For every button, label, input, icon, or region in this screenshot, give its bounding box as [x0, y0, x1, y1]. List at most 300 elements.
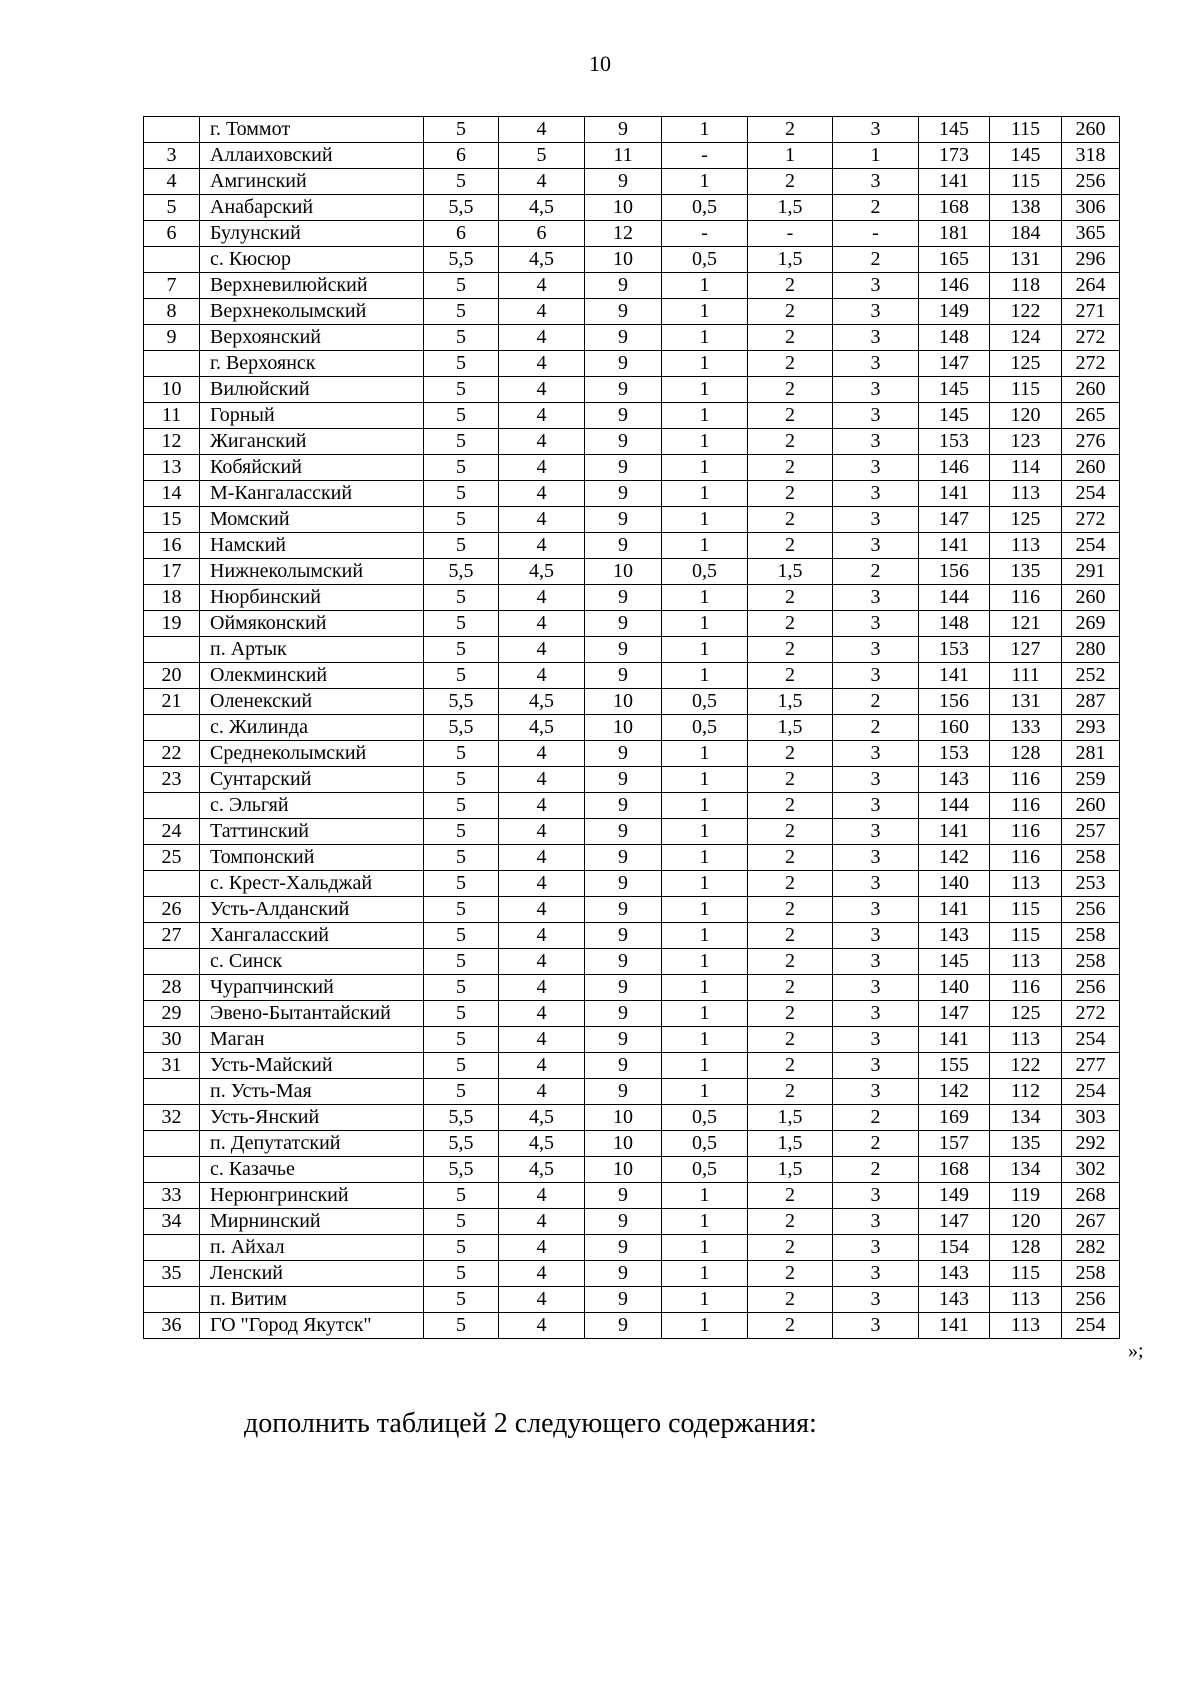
value-cell: 4: [499, 1287, 585, 1313]
value-cell: 141: [919, 663, 990, 689]
value-cell: 2: [748, 1079, 833, 1105]
row-number-cell: 33: [144, 1183, 200, 1209]
value-cell: 147: [919, 1209, 990, 1235]
district-name-cell: Томпонский: [200, 845, 424, 871]
total-cell: 296: [1062, 247, 1120, 273]
table-row: [144, 221, 1120, 247]
value-cell: 144: [919, 585, 990, 611]
value-cell: -: [662, 143, 748, 169]
value-cell: 9: [585, 845, 662, 871]
value-cell: 5: [424, 585, 499, 611]
value-cell: 1,5: [748, 1157, 833, 1183]
value-cell: 2: [748, 377, 833, 403]
value-cell: 4,5: [499, 1157, 585, 1183]
value-cell: 1: [662, 351, 748, 377]
value-cell: 5: [424, 507, 499, 533]
row-number-cell: [144, 1131, 200, 1157]
row-number-cell: 4: [144, 169, 200, 195]
value-cell: 141: [919, 819, 990, 845]
value-cell: 1,5: [748, 247, 833, 273]
value-cell: 4: [499, 611, 585, 637]
value-cell: 4: [499, 767, 585, 793]
page-number: 10: [589, 51, 611, 76]
table-row: [144, 1235, 1120, 1261]
value-cell: 3: [833, 1261, 919, 1287]
row-number-cell: 24: [144, 819, 200, 845]
value-cell: 0,5: [662, 1157, 748, 1183]
value-cell: 4,5: [499, 1105, 585, 1131]
row-number-cell: 17: [144, 559, 200, 585]
value-cell: 3: [833, 299, 919, 325]
value-cell: 4: [499, 897, 585, 923]
total-cell: 281: [1062, 741, 1120, 767]
value-cell: 2: [748, 533, 833, 559]
total-cell: 365: [1062, 221, 1120, 247]
value-cell: 1,5: [748, 715, 833, 741]
value-cell: 5: [424, 273, 499, 299]
total-cell: 256: [1062, 897, 1120, 923]
value-cell: 9: [585, 117, 662, 143]
value-cell: 128: [990, 741, 1062, 767]
value-cell: 5: [424, 637, 499, 663]
district-name-cell: с. Синск: [200, 949, 424, 975]
value-cell: 1: [662, 871, 748, 897]
value-cell: 2: [748, 741, 833, 767]
value-cell: 1: [662, 273, 748, 299]
value-cell: 2: [748, 611, 833, 637]
value-cell: 2: [748, 585, 833, 611]
value-cell: 5: [424, 299, 499, 325]
value-cell: 5: [424, 1001, 499, 1027]
district-name-cell: ГО "Город Якутск": [200, 1313, 424, 1339]
total-cell: 267: [1062, 1209, 1120, 1235]
value-cell: 2: [748, 299, 833, 325]
value-cell: 4,5: [499, 689, 585, 715]
value-cell: 2: [748, 351, 833, 377]
value-cell: 5: [424, 481, 499, 507]
value-cell: 131: [990, 689, 1062, 715]
value-cell: 5,5: [424, 1105, 499, 1131]
value-cell: 5: [424, 1209, 499, 1235]
table-row: [144, 1053, 1120, 1079]
value-cell: 4: [499, 1001, 585, 1027]
total-cell: 258: [1062, 845, 1120, 871]
value-cell: 1: [662, 1183, 748, 1209]
value-cell: 168: [919, 1157, 990, 1183]
total-cell: 318: [1062, 143, 1120, 169]
total-cell: 264: [1062, 273, 1120, 299]
value-cell: 9: [585, 611, 662, 637]
value-cell: 147: [919, 351, 990, 377]
row-number-cell: 26: [144, 897, 200, 923]
value-cell: 116: [990, 819, 1062, 845]
value-cell: 3: [833, 403, 919, 429]
district-name-cell: Аллаиховский: [200, 143, 424, 169]
district-name-cell: Кобяйский: [200, 455, 424, 481]
row-number-cell: 7: [144, 273, 200, 299]
value-cell: 3: [833, 897, 919, 923]
total-cell: 256: [1062, 169, 1120, 195]
value-cell: 125: [990, 351, 1062, 377]
district-name-cell: М-Кангаласский: [200, 481, 424, 507]
row-number-cell: 25: [144, 845, 200, 871]
value-cell: 2: [748, 117, 833, 143]
value-cell: 2: [833, 1157, 919, 1183]
total-cell: 306: [1062, 195, 1120, 221]
value-cell: 3: [833, 741, 919, 767]
value-cell: 168: [919, 195, 990, 221]
district-name-cell: с. Казачье: [200, 1157, 424, 1183]
table-row: [144, 481, 1120, 507]
value-cell: 1: [662, 897, 748, 923]
value-cell: 113: [990, 533, 1062, 559]
district-name-cell: п. Айхал: [200, 1235, 424, 1261]
value-cell: 5: [424, 793, 499, 819]
value-cell: 1: [662, 793, 748, 819]
value-cell: 5: [424, 1183, 499, 1209]
table-row: [144, 819, 1120, 845]
total-cell: 260: [1062, 585, 1120, 611]
value-cell: 3: [833, 1053, 919, 1079]
row-number-cell: 29: [144, 1001, 200, 1027]
value-cell: 1: [662, 585, 748, 611]
value-cell: 4: [499, 1261, 585, 1287]
value-cell: 2: [833, 1131, 919, 1157]
table-row: [144, 1157, 1120, 1183]
value-cell: 4: [499, 845, 585, 871]
value-cell: 1,5: [748, 1105, 833, 1131]
value-cell: 9: [585, 325, 662, 351]
value-cell: 4: [499, 533, 585, 559]
value-cell: 5: [424, 767, 499, 793]
value-cell: 4: [499, 975, 585, 1001]
value-cell: 5: [424, 1079, 499, 1105]
table-row: [144, 169, 1120, 195]
value-cell: 2: [833, 247, 919, 273]
value-cell: 3: [833, 169, 919, 195]
total-cell: 254: [1062, 1313, 1120, 1339]
table-row: [144, 1027, 1120, 1053]
value-cell: 145: [919, 949, 990, 975]
value-cell: 10: [585, 1157, 662, 1183]
total-cell: 280: [1062, 637, 1120, 663]
row-number-cell: 20: [144, 663, 200, 689]
value-cell: 5,5: [424, 689, 499, 715]
district-name-cell: Нюрбинский: [200, 585, 424, 611]
total-cell: 258: [1062, 923, 1120, 949]
value-cell: 165: [919, 247, 990, 273]
value-cell: 141: [919, 1027, 990, 1053]
total-cell: 260: [1062, 377, 1120, 403]
value-cell: 5: [424, 377, 499, 403]
table-row: [144, 1261, 1120, 1287]
value-cell: 2: [748, 455, 833, 481]
value-cell: 4: [499, 1313, 585, 1339]
value-cell: 1: [662, 507, 748, 533]
value-cell: 4: [499, 455, 585, 481]
value-cell: 3: [833, 481, 919, 507]
row-number-cell: [144, 871, 200, 897]
district-name-cell: Олекминский: [200, 663, 424, 689]
value-cell: 144: [919, 793, 990, 819]
data-table: [143, 116, 1120, 1339]
row-number-cell: [144, 1235, 200, 1261]
value-cell: 133: [990, 715, 1062, 741]
table-row: [144, 741, 1120, 767]
total-cell: 258: [1062, 949, 1120, 975]
value-cell: 1: [662, 325, 748, 351]
table-row: [144, 897, 1120, 923]
row-number-cell: 14: [144, 481, 200, 507]
table-row: [144, 689, 1120, 715]
row-number-cell: 19: [144, 611, 200, 637]
district-name-cell: Среднеколымский: [200, 741, 424, 767]
value-cell: 5: [424, 533, 499, 559]
total-cell: 272: [1062, 507, 1120, 533]
value-cell: 1: [662, 117, 748, 143]
value-cell: 9: [585, 1079, 662, 1105]
district-name-cell: п. Витим: [200, 1287, 424, 1313]
value-cell: 6: [424, 143, 499, 169]
district-name-cell: Таттинский: [200, 819, 424, 845]
district-name-cell: с. Кюсюр: [200, 247, 424, 273]
value-cell: 5: [424, 1313, 499, 1339]
value-cell: 181: [919, 221, 990, 247]
value-cell: 153: [919, 429, 990, 455]
value-cell: 145: [919, 377, 990, 403]
row-number-cell: 30: [144, 1027, 200, 1053]
district-name-cell: п. Артык: [200, 637, 424, 663]
value-cell: 9: [585, 1001, 662, 1027]
value-cell: 9: [585, 741, 662, 767]
value-cell: 113: [990, 949, 1062, 975]
value-cell: 3: [833, 585, 919, 611]
table-row: [144, 195, 1120, 221]
value-cell: 5: [499, 143, 585, 169]
value-cell: 9: [585, 429, 662, 455]
value-cell: 9: [585, 1209, 662, 1235]
row-number-cell: 31: [144, 1053, 200, 1079]
value-cell: 116: [990, 585, 1062, 611]
district-name-cell: Амгинский: [200, 169, 424, 195]
value-cell: 128: [990, 1235, 1062, 1261]
value-cell: 116: [990, 975, 1062, 1001]
row-number-cell: 12: [144, 429, 200, 455]
value-cell: 10: [585, 247, 662, 273]
value-cell: 146: [919, 455, 990, 481]
district-name-cell: с. Крест-Хальджай: [200, 871, 424, 897]
value-cell: 131: [990, 247, 1062, 273]
value-cell: 0,5: [662, 1131, 748, 1157]
table-row: [144, 299, 1120, 325]
table-row: [144, 949, 1120, 975]
value-cell: 123: [990, 429, 1062, 455]
value-cell: 3: [833, 377, 919, 403]
value-cell: 3: [833, 429, 919, 455]
value-cell: 3: [833, 455, 919, 481]
district-name-cell: Оймяконский: [200, 611, 424, 637]
district-name-cell: Нижнеколымский: [200, 559, 424, 585]
value-cell: 2: [748, 949, 833, 975]
value-cell: 3: [833, 1209, 919, 1235]
value-cell: 2: [748, 897, 833, 923]
value-cell: 1: [662, 663, 748, 689]
value-cell: 3: [833, 793, 919, 819]
district-name-cell: г. Верхоянск: [200, 351, 424, 377]
value-cell: 2: [748, 767, 833, 793]
row-number-cell: 3: [144, 143, 200, 169]
value-cell: 146: [919, 273, 990, 299]
value-cell: 147: [919, 1001, 990, 1027]
value-cell: 5,5: [424, 1157, 499, 1183]
value-cell: 2: [748, 325, 833, 351]
value-cell: 115: [990, 377, 1062, 403]
value-cell: 3: [833, 1079, 919, 1105]
value-cell: 1: [662, 845, 748, 871]
table-row: [144, 1131, 1120, 1157]
total-cell: 269: [1062, 611, 1120, 637]
value-cell: 4: [499, 403, 585, 429]
total-cell: 302: [1062, 1157, 1120, 1183]
district-name-cell: Сунтарский: [200, 767, 424, 793]
value-cell: 9: [585, 1183, 662, 1209]
value-cell: 2: [748, 273, 833, 299]
value-cell: 4: [499, 169, 585, 195]
row-number-cell: [144, 247, 200, 273]
table-row: [144, 663, 1120, 689]
district-name-cell: Маган: [200, 1027, 424, 1053]
value-cell: 2: [833, 1105, 919, 1131]
value-cell: 5: [424, 949, 499, 975]
value-cell: 115: [990, 117, 1062, 143]
value-cell: 4: [499, 793, 585, 819]
row-number-cell: 5: [144, 195, 200, 221]
value-cell: 9: [585, 793, 662, 819]
value-cell: 5: [424, 455, 499, 481]
value-cell: 122: [990, 299, 1062, 325]
value-cell: 141: [919, 533, 990, 559]
total-cell: 254: [1062, 481, 1120, 507]
row-number-cell: 32: [144, 1105, 200, 1131]
value-cell: 1: [662, 1313, 748, 1339]
value-cell: 156: [919, 689, 990, 715]
value-cell: 10: [585, 715, 662, 741]
total-cell: 271: [1062, 299, 1120, 325]
value-cell: 140: [919, 871, 990, 897]
value-cell: 1: [662, 429, 748, 455]
value-cell: 9: [585, 637, 662, 663]
district-name-cell: Мирнинский: [200, 1209, 424, 1235]
total-cell: 282: [1062, 1235, 1120, 1261]
value-cell: 1,5: [748, 689, 833, 715]
value-cell: 9: [585, 1313, 662, 1339]
value-cell: 5: [424, 1261, 499, 1287]
row-number-cell: 8: [144, 299, 200, 325]
value-cell: 142: [919, 845, 990, 871]
total-cell: 303: [1062, 1105, 1120, 1131]
value-cell: 118: [990, 273, 1062, 299]
value-cell: 116: [990, 767, 1062, 793]
value-cell: 141: [919, 481, 990, 507]
district-name-cell: Чурапчинский: [200, 975, 424, 1001]
value-cell: 9: [585, 663, 662, 689]
table-row: [144, 1209, 1120, 1235]
value-cell: 4: [499, 377, 585, 403]
district-name-cell: Горный: [200, 403, 424, 429]
value-cell: 9: [585, 377, 662, 403]
value-cell: 4: [499, 507, 585, 533]
row-number-cell: [144, 1157, 200, 1183]
value-cell: 156: [919, 559, 990, 585]
value-cell: -: [662, 221, 748, 247]
value-cell: 3: [833, 1001, 919, 1027]
total-cell: 276: [1062, 429, 1120, 455]
district-name-cell: с. Жилинда: [200, 715, 424, 741]
row-number-cell: 21: [144, 689, 200, 715]
value-cell: 5,5: [424, 1131, 499, 1157]
value-cell: 1: [662, 169, 748, 195]
value-cell: 3: [833, 1235, 919, 1261]
value-cell: 4,5: [499, 195, 585, 221]
value-cell: 3: [833, 611, 919, 637]
value-cell: 125: [990, 507, 1062, 533]
table-row: [144, 767, 1120, 793]
value-cell: 141: [919, 169, 990, 195]
value-cell: 112: [990, 1079, 1062, 1105]
value-cell: 1: [662, 1235, 748, 1261]
value-cell: 147: [919, 507, 990, 533]
value-cell: 4: [499, 585, 585, 611]
table-row: [144, 845, 1120, 871]
value-cell: 9: [585, 819, 662, 845]
value-cell: 134: [990, 1105, 1062, 1131]
value-cell: 9: [585, 871, 662, 897]
value-cell: 2: [748, 793, 833, 819]
value-cell: 3: [833, 325, 919, 351]
value-cell: 4: [499, 117, 585, 143]
district-name-cell: Верхневилюйский: [200, 273, 424, 299]
total-cell: 277: [1062, 1053, 1120, 1079]
row-number-cell: [144, 637, 200, 663]
value-cell: 135: [990, 559, 1062, 585]
value-cell: 1: [662, 377, 748, 403]
value-cell: 3: [833, 871, 919, 897]
row-number-cell: 6: [144, 221, 200, 247]
table-row: [144, 507, 1120, 533]
table-row: [144, 247, 1120, 273]
value-cell: 3: [833, 1183, 919, 1209]
value-cell: 5: [424, 1053, 499, 1079]
value-cell: 2: [833, 689, 919, 715]
value-cell: 3: [833, 533, 919, 559]
value-cell: 4: [499, 637, 585, 663]
value-cell: -: [833, 221, 919, 247]
value-cell: 0,5: [662, 1105, 748, 1131]
value-cell: 153: [919, 637, 990, 663]
value-cell: 2: [748, 507, 833, 533]
value-cell: 10: [585, 559, 662, 585]
district-name-cell: Усть-Майский: [200, 1053, 424, 1079]
value-cell: 113: [990, 1027, 1062, 1053]
table-row: [144, 533, 1120, 559]
value-cell: 0,5: [662, 247, 748, 273]
value-cell: 127: [990, 637, 1062, 663]
total-cell: 254: [1062, 1079, 1120, 1105]
value-cell: 1: [662, 1079, 748, 1105]
value-cell: 3: [833, 637, 919, 663]
value-cell: 2: [748, 871, 833, 897]
value-cell: 9: [585, 767, 662, 793]
